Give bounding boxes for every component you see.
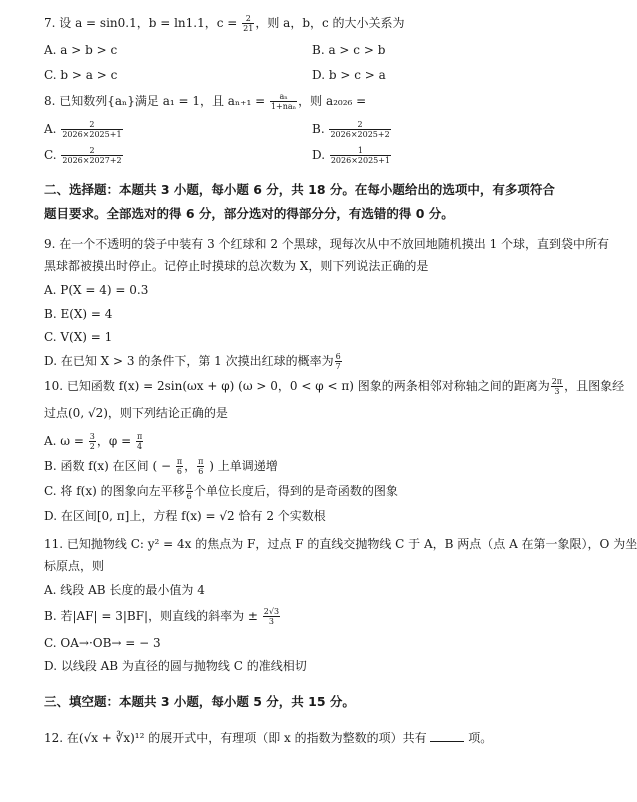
- q9-d-num: 6: [335, 352, 341, 361]
- q10-option-d[interactable]: D. 在区间[0, π]上，方程 f(x) = √2 恰有 2 个实数根: [44, 509, 326, 523]
- q8-option-c[interactable]: [44, 146, 124, 165]
- q11-b-den: 3: [268, 617, 274, 626]
- q7-c-num: 2: [242, 14, 254, 24]
- q7-stem-part1: 7. 设 a = sin0.1，b = ln1.1，c =: [44, 16, 242, 30]
- q11-stem-line2: 标原点，则: [44, 559, 105, 573]
- q10-option-c[interactable]: [44, 482, 398, 501]
- q8-d-num: 1: [330, 146, 391, 156]
- q10-a-part1: A. ω =: [44, 434, 88, 448]
- section2-heading-line2: 题目要求。全部选对的得 6 分，部分选对的得部分分，有选错的得 0 分。: [44, 206, 454, 221]
- q10-b-part3: ) 上单调递增: [205, 459, 278, 473]
- q8-b-den: 2026×2025+2: [330, 130, 390, 139]
- q10-line1-part2: ，且图象经: [564, 379, 625, 393]
- q10-line1-part1: 10. 已知函数 f(x) = 2sin(ωx + φ) (ω > 0，0 < φ < π) 图象的两条相邻对称轴之间的距离为: [44, 379, 550, 393]
- q10-c-part2: 个单位长度后，得到的是奇函数的图象: [193, 484, 398, 498]
- q8-stem-part2: ，则 a₂₀₂₆ =: [298, 94, 367, 108]
- q11-option-a[interactable]: A. 线段 AB 长度的最小值为 4: [44, 583, 205, 597]
- q8-c-label: C.: [44, 148, 57, 162]
- q8-option-a[interactable]: [44, 120, 124, 139]
- q8-b-num: 2: [329, 120, 390, 130]
- q9-option-c[interactable]: C. V(X) = 1: [44, 330, 113, 344]
- q10-b-part1: B. 函数 f(x) 在区间 ( −: [44, 459, 175, 473]
- q11-stem-line1: 11. 已知抛物线 C: y² = 4x 的焦点为 F，过点 F 的直线交抛物线 C 于 A，B 两点（点 A 在第一象限），O 为坐: [44, 537, 637, 551]
- q8-a-den: 2026×2025+1: [62, 130, 122, 139]
- q10-c-fraction: [186, 482, 193, 501]
- q7-c-den: 21: [243, 24, 254, 33]
- q8-d-fraction: [330, 146, 391, 165]
- q10-option-b[interactable]: [44, 457, 278, 476]
- q8-frac-den: 1+naₙ: [270, 102, 297, 111]
- q8-a-num: 2: [61, 120, 122, 130]
- q7-stem: [44, 14, 405, 33]
- q11-option-b[interactable]: [44, 607, 281, 626]
- q8-d-label: D.: [312, 148, 326, 162]
- q8-option-d[interactable]: [312, 146, 392, 165]
- q7-option-b[interactable]: B. a > c > b: [312, 43, 386, 57]
- q8-b-label: B.: [312, 122, 325, 136]
- q10-distance-num: 2π: [551, 377, 563, 386]
- q10-option-a[interactable]: [44, 432, 144, 451]
- q9-option-a[interactable]: A. P(X = 4) = 0.3: [44, 283, 149, 297]
- q10-a-den2: 4: [137, 442, 143, 451]
- q10-a-part2: ，φ =: [96, 434, 135, 448]
- q8-a-fraction: [61, 120, 122, 139]
- q10-b-fraction2: [197, 457, 204, 476]
- section2-heading-line1: 二、选择题：本题共 3 小题，每小题 6 分，共 18 分。在每小题给出的选项中，有多项符合: [44, 182, 555, 197]
- q12-stem-part2: 项。: [468, 731, 493, 745]
- q9-d-den: 7: [335, 362, 341, 371]
- q10-a-num1: 3: [89, 432, 95, 441]
- q12-stem-part1: 12. 在(√x + ∛x)¹² 的展开式中，有理项（即 x 的指数为整数的项）共有: [44, 731, 427, 745]
- q11-b-num: 2√3: [263, 607, 280, 616]
- q9-option-d[interactable]: [44, 352, 343, 371]
- q10-c-part1: C. 将 f(x) 的图象向左平移: [44, 484, 185, 498]
- q10-b-num1: π: [176, 457, 183, 466]
- q12-answer-blank[interactable]: [430, 731, 464, 742]
- q8-d-den: 2026×2025+1: [330, 156, 391, 165]
- q9-d-text: D. 在已知 X > 3 的条件下，第 1 次摸出红球的概率为: [44, 354, 334, 368]
- q8-stem: [44, 92, 366, 111]
- q8-c-fraction: [61, 146, 122, 165]
- q10-stem-line1: [44, 377, 624, 396]
- q9-stem-line2: 黑球都被摸出时停止。记停止时摸球的总次数为 X，则下列说法正确的是: [44, 259, 429, 273]
- q10-a-omega-fraction: [89, 432, 96, 451]
- q8-b-fraction: [329, 120, 390, 139]
- q7-option-a[interactable]: A. a > b > c: [44, 43, 118, 57]
- q11-option-d[interactable]: D. 以线段 AB 为直径的圆与抛物线 C 的准线相切: [44, 659, 307, 673]
- q12-stem: [44, 730, 492, 746]
- q11-b-fraction: [263, 607, 280, 626]
- q10-b-num2: π: [198, 457, 204, 466]
- q8-option-b[interactable]: [312, 120, 392, 139]
- q10-distance-fraction: [551, 377, 563, 396]
- q11-b-part1: B. 若|AF| = 3|BF|，则直线的斜率为 ±: [44, 609, 262, 623]
- q10-c-num: π: [186, 482, 192, 491]
- q10-a-phi-fraction: [136, 432, 143, 451]
- q10-a-num2: π: [136, 432, 143, 441]
- q8-stem-part1: 8. 已知数列{aₙ}满足 a₁ = 1，且 aₙ₊₁ =: [44, 94, 269, 108]
- q10-b-den1: 6: [176, 467, 183, 476]
- q10-c-den: 6: [186, 492, 192, 501]
- q8-recurrence-fraction: [270, 92, 297, 111]
- q10-stem-line2: 过点(0, √2)，则下列结论正确的是: [44, 406, 228, 420]
- q9-d-fraction: [335, 352, 342, 371]
- q7-c-fraction: [242, 14, 254, 33]
- q9-stem-line1: 9. 在一个不透明的袋子中装有 3 个红球和 2 个黑球，现每次从中不放回地随机摸出 1 个球，直到袋中所有: [44, 237, 610, 251]
- q10-b-fraction1: [176, 457, 183, 476]
- q10-b-den2: 6: [198, 467, 204, 476]
- q7-option-d[interactable]: D. b > c > a: [312, 68, 386, 82]
- q8-c-den: 2026×2027+2: [62, 156, 122, 165]
- q8-c-num: 2: [61, 146, 122, 156]
- q7-stem-part2: ，则 a，b，c 的大小关系为: [255, 16, 405, 30]
- q9-option-b[interactable]: B. E(X) = 4: [44, 307, 113, 321]
- q10-b-part2: ，: [184, 459, 197, 473]
- q8-frac-num: aₙ: [270, 92, 297, 102]
- q10-distance-den: 3: [554, 387, 560, 396]
- q11-option-c[interactable]: C. OA→·OB→ = − 3: [44, 636, 161, 650]
- q7-option-c[interactable]: C. b > a > c: [44, 68, 118, 82]
- q8-a-label: A.: [44, 122, 57, 136]
- section3-heading: 三、填空题：本题共 3 小题，每小题 5 分，共 15 分。: [44, 694, 355, 709]
- q10-a-den1: 2: [89, 442, 95, 451]
